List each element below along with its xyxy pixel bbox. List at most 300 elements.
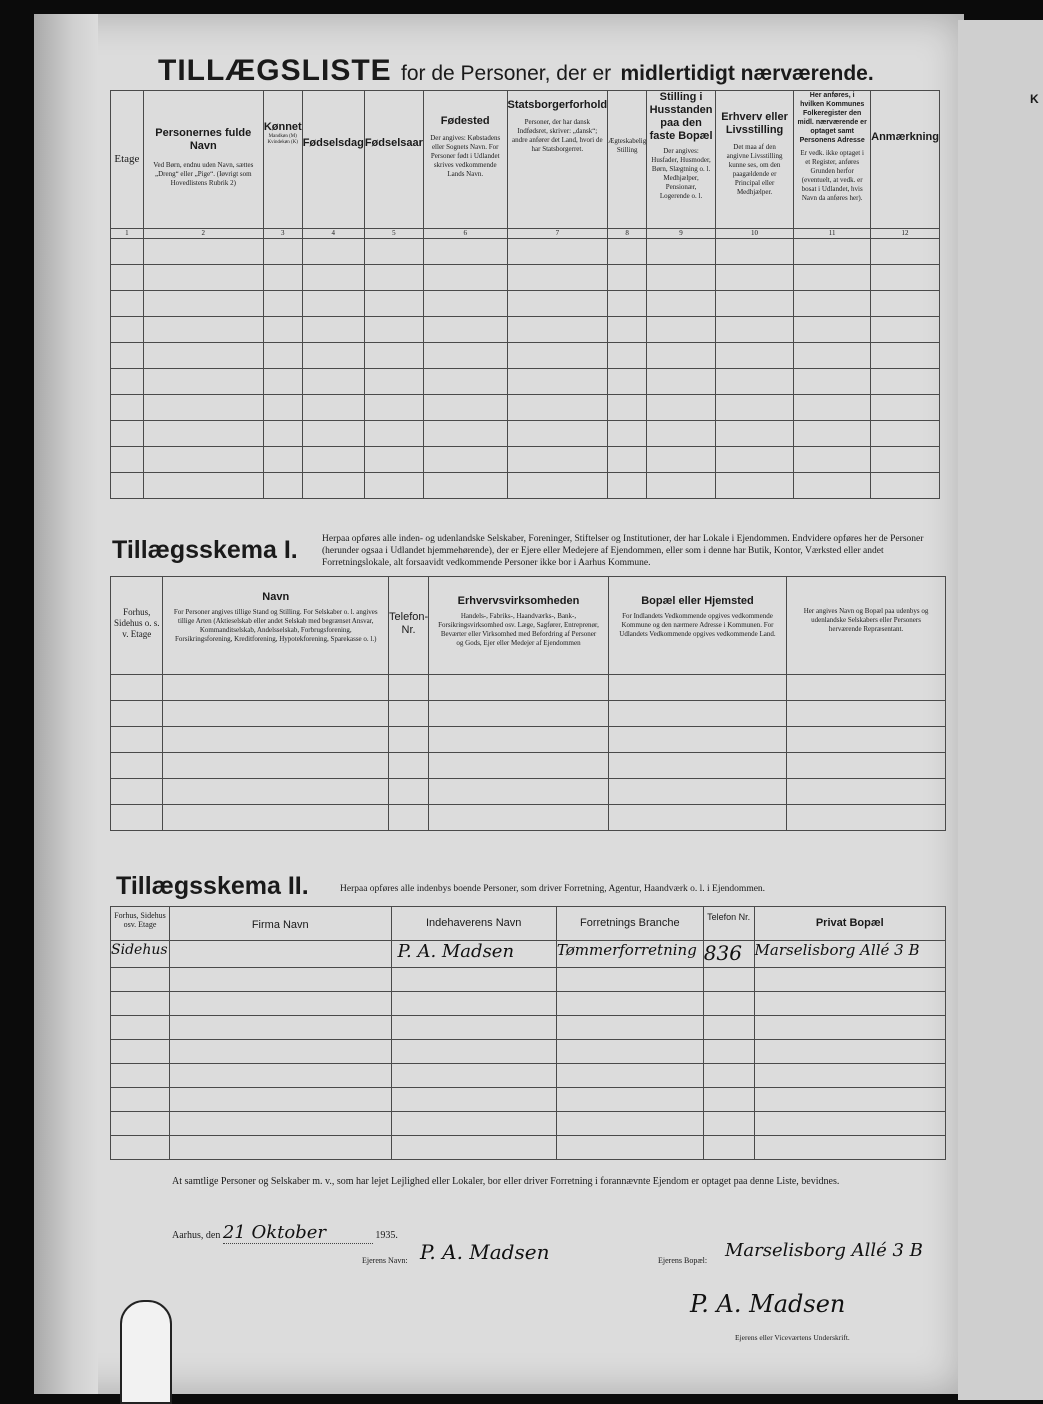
- table-row: [111, 675, 946, 701]
- list-body: [111, 239, 940, 499]
- page-clip: [120, 1300, 172, 1404]
- table-cell: [507, 447, 608, 473]
- table-cell: [111, 369, 144, 395]
- table-cell: [302, 239, 364, 265]
- table-cell: [507, 343, 608, 369]
- page-title: [158, 54, 874, 88]
- table-row: [111, 1112, 946, 1136]
- table-cell: [647, 421, 716, 447]
- table-cell: [389, 753, 429, 779]
- table-row: [111, 1088, 946, 1112]
- s1-col-business: Erhvervsvirksomheden Handels-, Fabriks-, Haandværks-, Bank-, Forsikringsvirksomhed osv. Læge, Sagfører, Entreprenør, Beværter eller Virksomhed med Befordring af Personer og Gods, Ejer eller Medejer af Ejendommen: [429, 577, 609, 675]
- col-num: 6: [423, 229, 507, 239]
- place-label: Aarhus, den: [172, 1230, 221, 1241]
- table-cell: [391, 1016, 556, 1040]
- table-row: [111, 239, 940, 265]
- entry-address: Marselisborg Allé 3 B: [754, 941, 945, 968]
- table-cell: [423, 369, 507, 395]
- table-cell: [608, 317, 647, 343]
- table-cell: [423, 239, 507, 265]
- table-cell: [169, 1136, 391, 1160]
- table-cell: [556, 1040, 703, 1064]
- table-cell: [302, 395, 364, 421]
- table-cell: [608, 421, 647, 447]
- table-cell: [787, 753, 946, 779]
- owner-address-label: Ejerens Bopæl:: [658, 1256, 708, 1265]
- table-cell: [794, 265, 871, 291]
- table-cell: [364, 395, 423, 421]
- table-cell: [143, 447, 263, 473]
- schema1-body: [111, 675, 946, 831]
- table-cell: [111, 1016, 170, 1040]
- table-cell: [608, 265, 647, 291]
- table-cell: [111, 727, 163, 753]
- table-cell: [647, 265, 716, 291]
- table-cell: [111, 1040, 170, 1064]
- schema1-title: Tillægsskema I.: [112, 536, 298, 564]
- entry-etage: Sidehus: [111, 941, 170, 968]
- table-cell: [302, 343, 364, 369]
- table-cell: [715, 343, 793, 369]
- table-cell: [302, 265, 364, 291]
- table-cell: [794, 239, 871, 265]
- schema2-description: Herpaa opføres alle indenbys boende Personer, som driver Forretning, Agentur, Haandværk o. l. i Ejendommen.: [340, 884, 766, 894]
- table-cell: [429, 779, 609, 805]
- col-num: 4: [302, 229, 364, 239]
- title-main: TILLÆGSLISTE: [158, 54, 392, 87]
- table-cell: [111, 447, 144, 473]
- table-cell: [608, 395, 647, 421]
- table-row: [111, 779, 946, 805]
- table-cell: [871, 265, 940, 291]
- col-num: 12: [871, 229, 940, 239]
- s2-col-branch: Forretnings Branche: [556, 907, 703, 941]
- table-cell: [647, 291, 716, 317]
- table-cell: [364, 369, 423, 395]
- table-cell: [715, 291, 793, 317]
- table-cell: [111, 992, 170, 1016]
- table-cell: [794, 421, 871, 447]
- table-cell: [163, 805, 389, 831]
- table-cell: [163, 753, 389, 779]
- table-cell: [871, 447, 940, 473]
- table-row: [111, 265, 940, 291]
- table-cell: [715, 447, 793, 473]
- table-cell: [364, 265, 423, 291]
- table-cell: [302, 369, 364, 395]
- table-cell: [647, 473, 716, 499]
- table-cell: [429, 727, 609, 753]
- table-cell: [302, 473, 364, 499]
- table-cell: [556, 1016, 703, 1040]
- table-cell: [111, 1112, 170, 1136]
- table-cell: [391, 1040, 556, 1064]
- table-cell: [754, 1088, 945, 1112]
- table-cell: [364, 421, 423, 447]
- table-cell: [163, 779, 389, 805]
- table-cell: [608, 701, 786, 727]
- table-cell: [507, 473, 608, 499]
- schema1-table: [110, 576, 946, 831]
- table-cell: [871, 369, 940, 395]
- table-cell: [754, 968, 945, 992]
- table-row: [111, 291, 940, 317]
- table-cell: [647, 317, 716, 343]
- owner-address-value: Marselisborg Allé 3 B: [725, 1240, 923, 1261]
- table-cell: [263, 291, 302, 317]
- table-cell: [556, 968, 703, 992]
- table-cell: [715, 395, 793, 421]
- col-household: Stilling i Husstanden paa den faste Bopæl Der angives: Husfader, Husmoder, Børn, Slægtning o. l. Medhjælper, Pensionær, Logerende o. l.: [647, 91, 716, 229]
- table-cell: [507, 317, 608, 343]
- table-cell: [263, 317, 302, 343]
- table-cell: [111, 1064, 170, 1088]
- next-page-edge: [958, 20, 1043, 1400]
- table-cell: [143, 291, 263, 317]
- table-cell: [111, 701, 163, 727]
- table-cell: [608, 343, 647, 369]
- table-cell: [143, 343, 263, 369]
- table-cell: [703, 1064, 754, 1088]
- col-registry: Her anføres, i hvilken Kommunes Folkeregister den midl. nærværende er optaget samt Personens Adresse Er vedk. ikke optaget i et Register, anføres Grunden herfor (eventuelt, at vedk. er bosat i Udlandet, hvis Navn da anføres her).: [794, 91, 871, 229]
- table-cell: [429, 753, 609, 779]
- table-cell: [163, 675, 389, 701]
- table-cell: [169, 1088, 391, 1112]
- table-cell: [787, 805, 946, 831]
- year-label: 1935.: [375, 1230, 398, 1241]
- table-cell: [423, 447, 507, 473]
- page-binding: [34, 14, 98, 1394]
- table-cell: [507, 265, 608, 291]
- table-cell: [163, 727, 389, 753]
- owner-signature: P. A. Madsen: [690, 1290, 846, 1318]
- list-header-row: [111, 91, 940, 229]
- table-row: [111, 992, 946, 1016]
- table-cell: [703, 968, 754, 992]
- date-handwritten: 21 Oktober: [223, 1222, 373, 1244]
- table-row: [111, 753, 946, 779]
- table-cell: [423, 395, 507, 421]
- next-page-letter: K: [1030, 92, 1039, 106]
- table-cell: [423, 473, 507, 499]
- table-cell: [754, 1136, 945, 1160]
- table-cell: [169, 1112, 391, 1136]
- table-cell: [794, 343, 871, 369]
- table-cell: [389, 727, 429, 753]
- table-cell: [507, 421, 608, 447]
- table-cell: [111, 968, 170, 992]
- table-cell: [111, 265, 144, 291]
- table-row: [111, 421, 940, 447]
- s2-col-etage: Forhus, Sidehus osv. Etage: [111, 907, 170, 941]
- table-cell: [364, 473, 423, 499]
- col-num: 5: [364, 229, 423, 239]
- table-cell: [169, 1040, 391, 1064]
- table-cell: [556, 1064, 703, 1088]
- table-cell: [647, 343, 716, 369]
- table-cell: [787, 779, 946, 805]
- table-cell: [391, 992, 556, 1016]
- table-cell: [794, 291, 871, 317]
- table-cell: [143, 473, 263, 499]
- table-cell: [169, 992, 391, 1016]
- table-cell: [754, 1016, 945, 1040]
- table-cell: [169, 1016, 391, 1040]
- col-birthyear: Fødselsaar: [364, 91, 423, 229]
- title-sub: for de Personer, der er: [401, 62, 612, 85]
- table-cell: [871, 473, 940, 499]
- tillaegsliste-table: [110, 90, 940, 499]
- table-row: [111, 1064, 946, 1088]
- table-cell: [556, 1136, 703, 1160]
- table-row: [111, 1016, 946, 1040]
- col-etage: Etage: [111, 91, 144, 229]
- table-row: [111, 1040, 946, 1064]
- table-cell: [608, 805, 786, 831]
- col-num: 8: [608, 229, 647, 239]
- table-row: [111, 473, 940, 499]
- table-cell: [143, 369, 263, 395]
- col-remark: Anmærkning: [871, 91, 940, 229]
- table-row: [111, 1136, 946, 1160]
- schema2-title: Tillægsskema II.: [116, 872, 309, 900]
- table-row: [111, 447, 940, 473]
- table-cell: [507, 239, 608, 265]
- table-row: [111, 805, 946, 831]
- table-row: [111, 317, 940, 343]
- table-cell: [263, 395, 302, 421]
- table-cell: [143, 421, 263, 447]
- table-row: [111, 727, 946, 753]
- table-cell: [111, 421, 144, 447]
- table-cell: [608, 727, 786, 753]
- col-marital: Ægteskabelig Stilling: [608, 91, 647, 229]
- table-cell: [787, 727, 946, 753]
- table-cell: [169, 968, 391, 992]
- table-cell: [111, 343, 144, 369]
- s2-col-phone: Telefon Nr.: [703, 907, 754, 941]
- table-cell: [608, 753, 786, 779]
- table-cell: [111, 805, 163, 831]
- table-row: [111, 343, 940, 369]
- table-row: [111, 369, 940, 395]
- table-cell: [302, 421, 364, 447]
- s1-col-phone: Telefon-Nr.: [389, 577, 429, 675]
- table-cell: [715, 421, 793, 447]
- table-cell: [794, 395, 871, 421]
- s1-col-name: Navn For Personer angives tillige Stand og Stilling. For Selskaber o. l. angives tillige Arten (Aktieselskab eller andet Selskab med begrænset Ansvar, Kommanditselskab, Andelsselskab, Forbrugsforening, Forsikringsforening, Kreditforening, Hypotekforening, Sparekasse o. l.): [163, 577, 389, 675]
- table-cell: [143, 265, 263, 291]
- table-cell: [364, 447, 423, 473]
- table-cell: [608, 239, 647, 265]
- table-cell: [423, 265, 507, 291]
- table-cell: [143, 317, 263, 343]
- col-occupation: Erhverv eller Livsstilling Det maa af den angivne Livsstilling kunne ses, om den paagældende er Principal eller Medhjælper.: [715, 91, 793, 229]
- table-cell: [608, 369, 647, 395]
- signature-label: Ejerens eller Viceværtens Underskrift.: [735, 1333, 850, 1342]
- table-cell: [389, 779, 429, 805]
- table-cell: [263, 343, 302, 369]
- table-cell: [794, 473, 871, 499]
- table-cell: [608, 675, 786, 701]
- table-cell: [507, 395, 608, 421]
- table-cell: [263, 265, 302, 291]
- table-cell: [871, 343, 940, 369]
- table-cell: [263, 239, 302, 265]
- col-num: 3: [263, 229, 302, 239]
- table-cell: [556, 1088, 703, 1112]
- table-cell: [871, 421, 940, 447]
- table-cell: [111, 473, 144, 499]
- owner-name-label: Ejerens Navn:: [362, 1256, 408, 1265]
- col-num: 10: [715, 229, 793, 239]
- table-cell: [389, 805, 429, 831]
- table-cell: [423, 317, 507, 343]
- table-cell: [391, 1088, 556, 1112]
- table-cell: [507, 369, 608, 395]
- table-row: [111, 701, 946, 727]
- table-cell: [794, 317, 871, 343]
- table-cell: [754, 1040, 945, 1064]
- table-cell: [391, 1064, 556, 1088]
- table-cell: [794, 447, 871, 473]
- table-cell: [715, 317, 793, 343]
- title-bold: midlertidigt nærværende.: [620, 62, 874, 85]
- table-cell: [163, 701, 389, 727]
- list-number-row: [111, 229, 940, 239]
- s2-col-address: Privat Bopæl: [754, 907, 945, 941]
- table-cell: [429, 701, 609, 727]
- table-cell: [263, 369, 302, 395]
- table-cell: [703, 1112, 754, 1136]
- table-cell: [608, 779, 786, 805]
- table-cell: [423, 421, 507, 447]
- table-cell: [754, 1064, 945, 1088]
- table-cell: [703, 1016, 754, 1040]
- table-cell: [754, 992, 945, 1016]
- table-cell: [608, 473, 647, 499]
- col-num: 9: [647, 229, 716, 239]
- table-cell: [111, 395, 144, 421]
- table-cell: [389, 701, 429, 727]
- s2-col-firma: Firma Navn: [169, 907, 391, 941]
- table-cell: [871, 239, 940, 265]
- table-cell: [364, 291, 423, 317]
- table-cell: [143, 239, 263, 265]
- table-cell: [647, 369, 716, 395]
- table-cell: [715, 369, 793, 395]
- table-cell: [391, 968, 556, 992]
- col-name: Personernes fulde Navn Ved Børn, endnu uden Navn, sættes „Dreng“ eller „Pige“. (Iøvrigt som Hovedlistens Rubrik 2): [143, 91, 263, 229]
- col-num: 1: [111, 229, 144, 239]
- table-cell: [507, 291, 608, 317]
- col-gender: Kønnet Mandkøn (M) Kvindekøn (K): [263, 91, 302, 229]
- table-cell: [647, 447, 716, 473]
- table-cell: [302, 317, 364, 343]
- table-cell: [703, 1136, 754, 1160]
- table-cell: [111, 239, 144, 265]
- entry-branch: Tømmerforretning: [556, 941, 703, 968]
- table-cell: [389, 675, 429, 701]
- table-cell: [111, 753, 163, 779]
- table-cell: [871, 317, 940, 343]
- table-cell: [302, 447, 364, 473]
- table-cell: [302, 291, 364, 317]
- table-cell: [703, 1040, 754, 1064]
- table-cell: [263, 473, 302, 499]
- col-birthday: Fødselsdag: [302, 91, 364, 229]
- table-cell: [391, 1136, 556, 1160]
- schema2-header-row: [111, 907, 946, 941]
- table-cell: [169, 1064, 391, 1088]
- table-cell: [429, 675, 609, 701]
- s2-col-owner: Indehaverens Navn: [391, 907, 556, 941]
- table-cell: [423, 291, 507, 317]
- table-row: [111, 968, 946, 992]
- col-num: 2: [143, 229, 263, 239]
- date-line: [172, 1222, 398, 1244]
- entry-firma: [169, 941, 391, 968]
- schema1-description: Herpaa opføres alle inden- og udenlandske Selskaber, Foreninger, Stiftelser og Institutioner, der har Lokale i Ejendommen. Endvidere opføres her de Personer (herunder ogsaa i Udlandet hjemmehørende), der er Ejere eller Medejere af Ejendommen, eller som i denne har Butik, Kontor, Værksted eller andet Forretningslokale, alt forsaavidt vedkommende Personer ikke bor i Aarhus Kommune.: [322, 534, 924, 568]
- schema2-table: [110, 906, 946, 1160]
- table-cell: [754, 1112, 945, 1136]
- col-birthplace: Fødested Der angives: Købstadens eller Sognets Navn. For Personer født i Udlandet skrives vedkommende Lands Navn.: [423, 91, 507, 229]
- table-cell: [871, 395, 940, 421]
- table-cell: [391, 1112, 556, 1136]
- col-num: 7: [507, 229, 608, 239]
- declaration-text: At samtlige Personer og Selskaber m. v., som har lejet Lejlighed eller Lokaler, bor eller driver Forretning i forannævnte Ejendom er optaget paa denne Liste, bevidnes.: [172, 1176, 840, 1187]
- table-cell: [871, 291, 940, 317]
- col-citizenship: Statsborgerforhold Personer, der har dansk Indfødsret, skriver: „dansk“; andre anfører det Land, hvori de har Statsborgerret.: [507, 91, 608, 229]
- table-row: [111, 941, 946, 968]
- s1-col-residence: Bopæl eller Hjemsted For Indlandets Vedkommende opgives vedkommende Kommune og den nærmere Adresse i Kommunen. For Udlandets Vedkommende opgives vedkommende Land.: [608, 577, 786, 675]
- table-cell: [111, 1088, 170, 1112]
- table-cell: [647, 239, 716, 265]
- table-cell: [364, 317, 423, 343]
- schema2-body: [111, 968, 946, 1160]
- entry-owner: P. A. Madsen: [391, 941, 556, 968]
- table-cell: [647, 395, 716, 421]
- table-cell: [556, 992, 703, 1016]
- s1-col-representative: Her angives Navn og Bopæl paa udenbys og udenlandske Selskabers eller Personers herværende Repræsentant.: [787, 577, 946, 675]
- table-cell: [556, 1112, 703, 1136]
- table-cell: [111, 1136, 170, 1160]
- table-cell: [423, 343, 507, 369]
- table-cell: [703, 1088, 754, 1112]
- table-cell: [787, 701, 946, 727]
- table-cell: [263, 447, 302, 473]
- table-row: [111, 395, 940, 421]
- schema1-header-row: [111, 577, 946, 675]
- table-cell: [787, 675, 946, 701]
- table-cell: [794, 369, 871, 395]
- table-cell: [111, 779, 163, 805]
- table-cell: [608, 291, 647, 317]
- table-cell: [715, 265, 793, 291]
- table-cell: [263, 421, 302, 447]
- table-cell: [364, 239, 423, 265]
- entry-phone: 836: [703, 941, 754, 968]
- table-cell: [143, 395, 263, 421]
- table-cell: [364, 343, 423, 369]
- table-cell: [111, 317, 144, 343]
- col-num: 11: [794, 229, 871, 239]
- s1-col-etage: Forhus, Sidehus o. s. v. Etage: [111, 577, 163, 675]
- table-cell: [703, 992, 754, 1016]
- owner-name-value: P. A. Madsen: [420, 1240, 550, 1264]
- table-cell: [111, 291, 144, 317]
- table-cell: [715, 473, 793, 499]
